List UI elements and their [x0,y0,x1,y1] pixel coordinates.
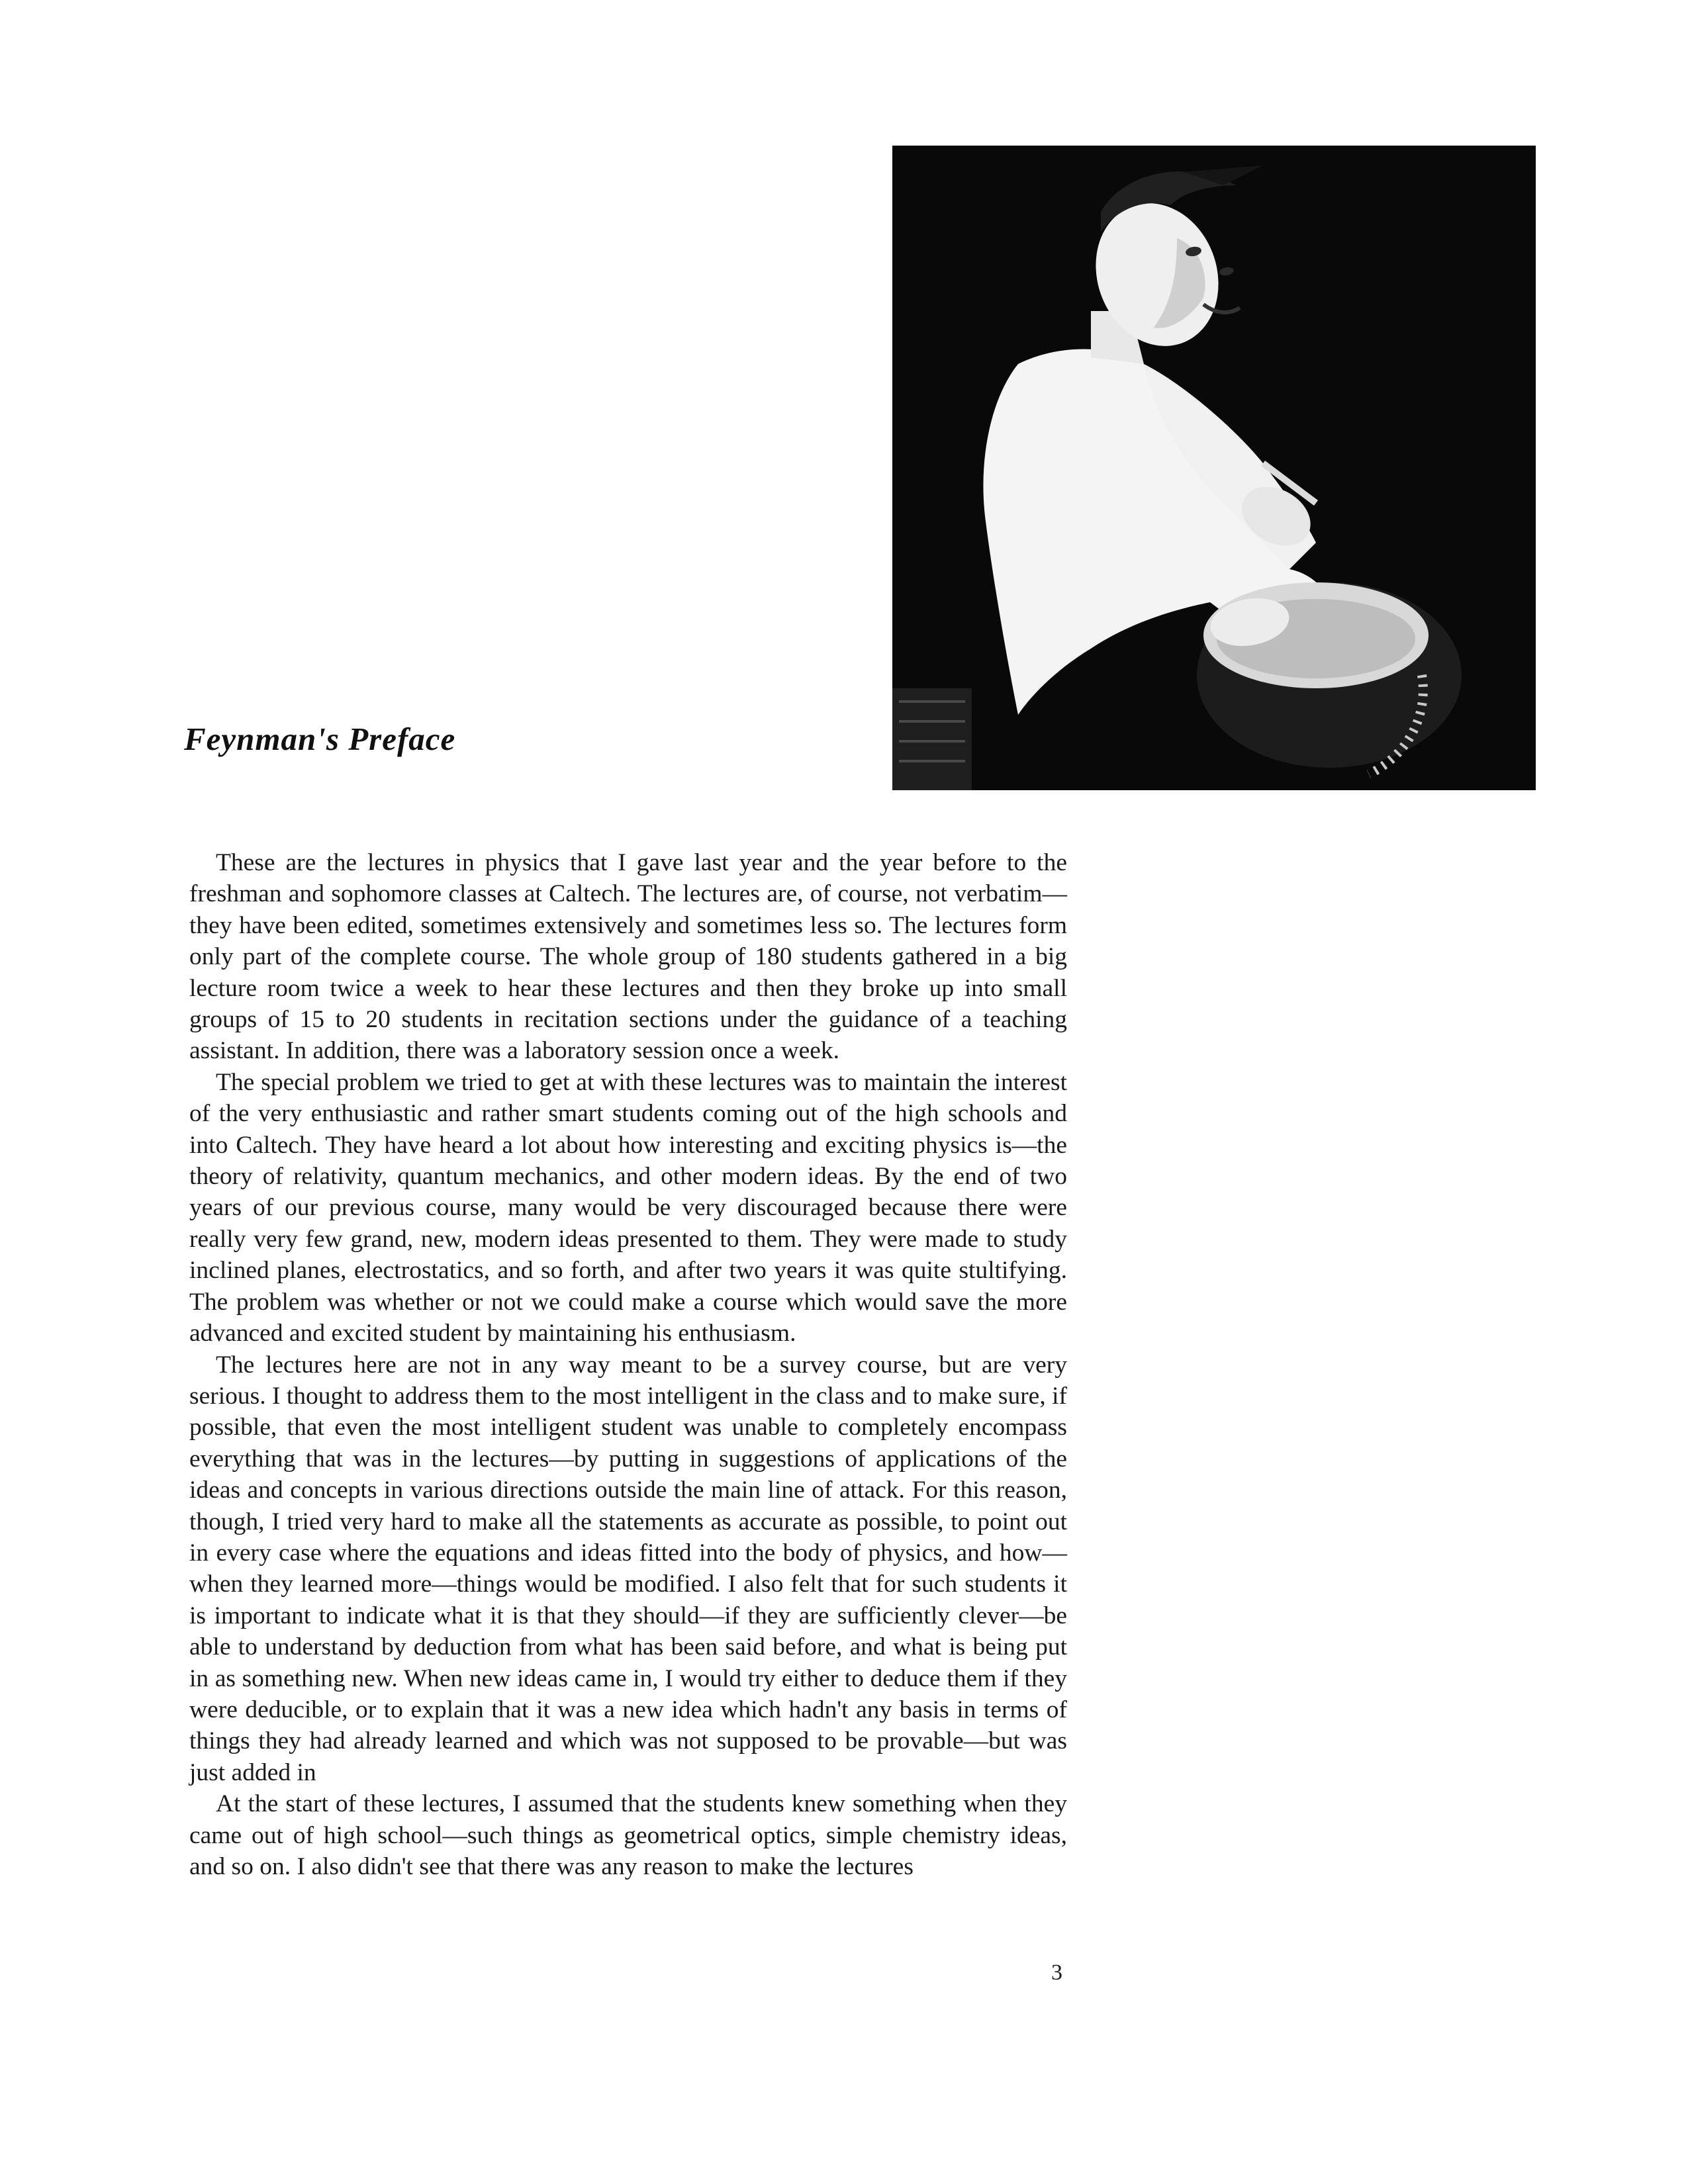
paragraph: These are the lectures in physics that I gave last year and the year before to the freshman and sophomore classes at Caltech. The lectures are, of course, not verbatim—they have been edited, sometimes extensively and sometimes less so. The lectures form only part of the complete course. The whole group of 180 students gathered in a big lecture room twice a week to hear these lectures and then they broke up into small groups of 15 to 20 students in recitation sections under the guidance of a teaching assistant. In addition, there was a laboratory session once a week. [189,849,1067,1065]
preface-body [189,847,1067,1882]
paragraph: The lectures here are not in any way meant to be a survey course, but are very serious. I thought to address them to the most intelligent in the class and to make sure, if possible, that even the most intelligent student was unable to completely encompass everything that was in the lectures—by putting in suggestions of applications of the ideas and concepts in various directions outside the main line of attack. For this reason, though, I tried very hard to make all the statements as accurate as possible, to point out in every case where the equations and ideas fitted into the body of physics, and how—when they learned more—things would be modified. I also felt that for such students it is important to indicate what it is that they should—if they are sufficiently clever—be able to understand by deduction from what has been said before, and what is being put in as something new. When new ideas came in, I would try either to deduce them if they were deducible, or to explain that it was a new idea which hadn't any basis in terms of things they had already learned and which was not supposed to be provable—but was just added in [189,1351,1067,1786]
page-title: Feynman's Preface [184,721,456,757]
paragraph: At the start of these lectures, I assumed that the students knew something when they came out of high school—such things as geometrical optics, simple chemistry ideas, and so on. I also didn't see that there was any reason to make the lectures [189,1790,1067,1880]
paragraph: The special problem we tried to get at with these lectures was to maintain the interest of the very enthusiastic and rather smart students coming out of the high schools and into Caltech. They have heard a lot about how interesting and exciting physics is—the theory of relativity, quantum mechanics, and other modern ideas. By the end of two years of our previous course, many would be very discouraged because there were really very few grand, new, modern ideas presented to them. They were made to study inclined planes, electrostatics, and so forth, and after two years it was quite stultifying. The problem was whether or not we could make a course which would save the more advanced and excited student by maintaining his enthusiasm. [189,1068,1067,1347]
page-number: 3 [1051,1960,1062,1985]
portrait-photo-icon [892,146,1536,790]
portrait-photo [892,146,1536,790]
